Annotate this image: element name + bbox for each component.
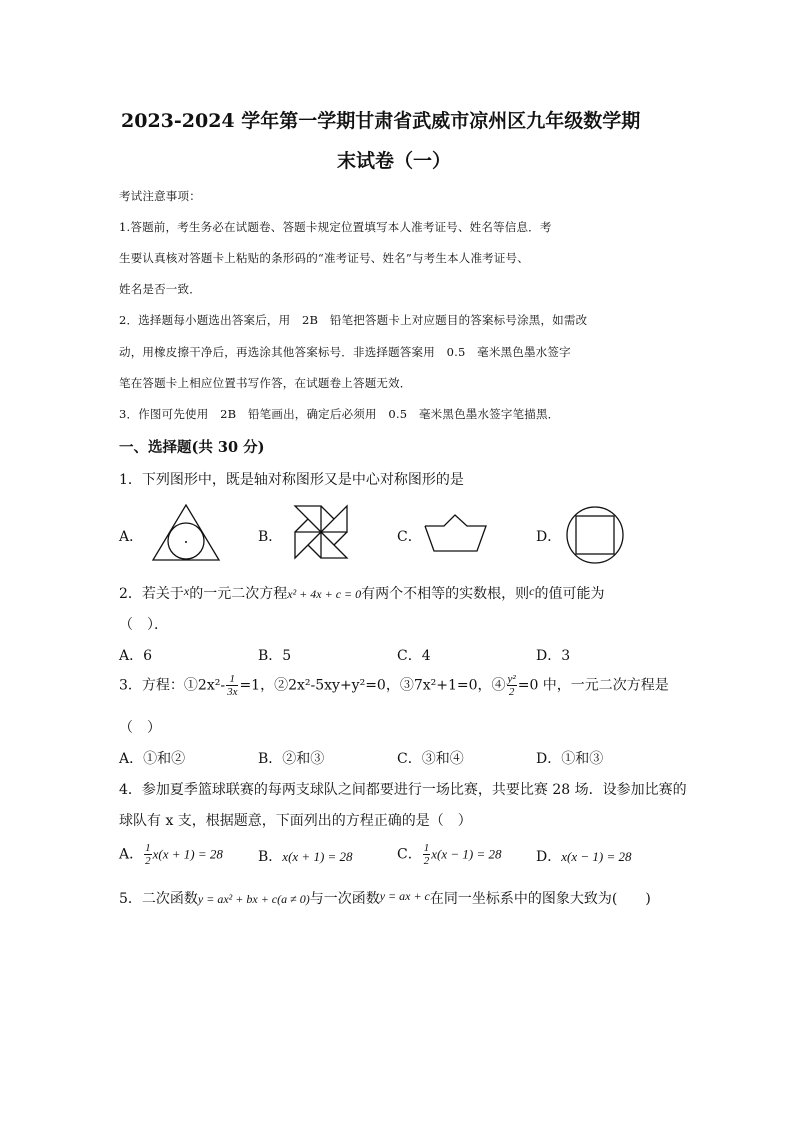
q4-option-d-label: D． [536,849,562,865]
q2-option-a: A．6 [119,648,153,664]
q5-text: 5．二次函数 [119,891,198,907]
question-1-stem: 1．下列图形中，既是轴对称图形又是中心对称图形的是 [119,472,464,488]
q3-fraction-2-den: 2 [508,686,515,698]
q1-option-d-label: D． [536,529,562,545]
q5-text: 与一次函数 [309,891,380,907]
q4-option-c-label: C． [397,846,422,863]
crown-boat-figure [422,512,490,554]
question-4-line2: 球队有 x 支，根据题意，下面列出的方程正确的是（ ） [119,813,472,829]
notes-line: 生要认真核对答题卡上粘贴的条形码的“准考证号、姓名”与考生本人准考证号、 [119,251,529,265]
q4-option-b [258,846,353,866]
q5-quadratic-equation: y = ax² + bx + c(a ≠ 0) [197,892,310,906]
notes-line: 1.答题前，考生务必在试题卷、答题卡规定位置填写本人准考证号、姓名等信息．考 [119,220,552,234]
q3-fraction-1-den: 3x [227,686,238,698]
q4-c-frac-den: 2 [423,855,430,867]
notes-line: 笔在答题卡上相应位置书写作答，在试题卷上答题无效． [119,376,412,390]
q3-option-d: D．①和③ [536,751,604,767]
q2-text: 有两个不相等的实数根，则 [361,586,530,602]
q3-fraction-2-num: y² [507,673,516,685]
q3-fraction-1 [226,673,238,698]
q3-option-c: C．③和④ [397,751,464,767]
q3-text: =1，②2x²-5xy+y²=0，③7x²+1=0，④ [239,677,506,694]
q2-answer-paren: （ ）． [119,617,168,633]
notes-line: 3．作图可先使用 2B 铅笔画出，确定后必须用 0.5 毫米黑色墨水签字笔描黑． [119,407,560,421]
q4-a-frac-num: 1 [145,842,151,854]
q2-equation: x² + 4x + c = 0 [287,587,362,601]
q3-option-b: B．②和③ [258,751,325,767]
pinwheel-figure [292,503,350,561]
q4-option-d [536,846,631,866]
notes-line: 动，用橡皮擦干净后，再选涂其他答案标号．非选择题答案用 0.5 毫米黑色墨水签字 [119,345,571,359]
question-2-stem [119,583,604,603]
q5-text: 在同一坐标系中的图象大致为( ) [429,891,651,907]
q2-var-x: x [183,584,190,598]
q4-option-a-equation: x(x + 1) = 28 [152,846,223,862]
q3-text: 3．方程：①2x²- [119,677,226,694]
triangle-incircle-figure [150,502,222,564]
q2-option-d: D．3 [536,648,571,664]
q4-option-b-equation: x(x + 1) = 28 [282,849,353,864]
q4-option-c-fraction [423,842,431,867]
q5-linear-equation: y = ax + c [379,889,430,903]
q2-var-c: c [529,584,535,598]
q4-a-frac-den: 2 [145,855,151,867]
q2-text: 的一元二次方程 [189,586,288,602]
q2-text: 2．若关于 [119,586,184,602]
question-4-line1: 4．参加夏季篮球联赛的每两支球队之间都要进行一场比赛，共要比赛 28 场．设参加比赛的 [119,782,687,798]
q4-option-c-equation: x(x − 1) = 28 [431,846,502,862]
q4-option-c [397,842,501,867]
q4-c-frac-num: 1 [423,842,430,854]
q1-option-a-label: A． [119,529,144,545]
q3-text: =0 中，一元二次方程是 [517,677,669,694]
exam-title-line2: 末试卷（一） [337,150,452,172]
q2-text: 的值可能为 [534,586,605,602]
q4-option-a [119,842,223,867]
q1-option-c-label: C． [397,529,422,545]
question-5-stem [119,888,651,908]
q3-fraction-1-num: 1 [226,673,238,686]
q4-option-a-fraction [144,842,152,867]
q2-option-b: B．5 [258,648,292,664]
q4-option-d-equation: x(x − 1) = 28 [561,849,632,864]
q3-option-a: A．①和② [119,751,186,767]
question-3-stem [119,673,669,698]
q4-option-a-label: A． [119,846,144,863]
q4-option-b-label: B． [258,849,283,865]
notes-line: 2．选择题每小题选出答案后，用 2B 铅笔把答题卡上对应题目的答案标号涂黑，如需改 [119,313,588,327]
circle-square-figure [564,504,626,566]
q2-option-c: C．4 [397,648,431,664]
notes-heading: 考试注意事项： [119,189,201,203]
q1-option-b-label: B． [258,529,283,545]
q3-fraction-2 [507,673,517,698]
exam-title-line1: 2023-2024 学年第一学期甘肃省武威市凉州区九年级数学期 [121,110,641,132]
section-heading: 一、选择题(共 30 分) [119,439,265,456]
notes-line: 姓名是否一致． [119,282,201,296]
q3-answer-paren: （ ） [119,720,161,736]
